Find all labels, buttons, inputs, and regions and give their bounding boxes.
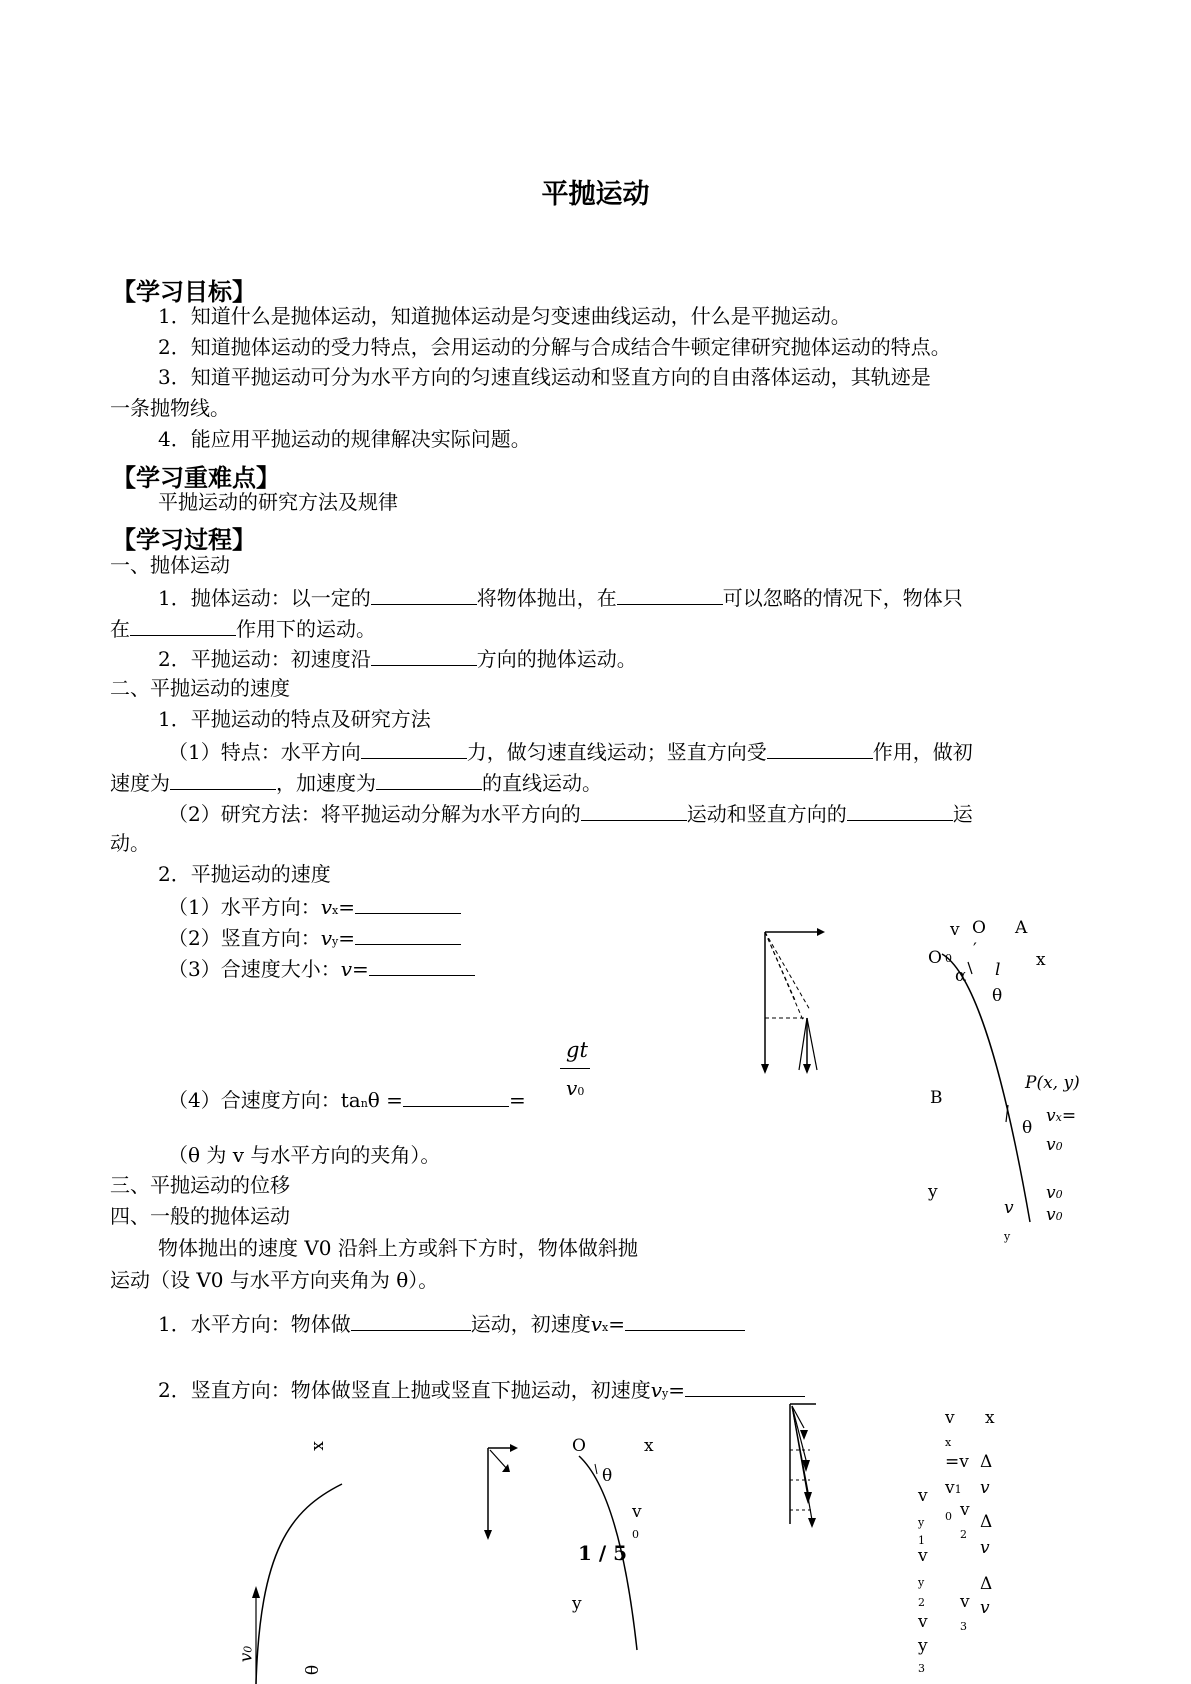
- label-three: 3: [960, 1620, 967, 1633]
- label-delta: Δ: [980, 1452, 993, 1472]
- answer-blank[interactable]: [403, 1088, 509, 1107]
- label-y: y: [928, 1182, 938, 1202]
- question-4-2: 2．竖直方向：物体做竖直上抛或竖直下抛运动，初速度vy=: [158, 1378, 805, 1400]
- question-2-1-1: （1）特点：水平方向 力，做匀速直线运动；竖直方向受 作用，做初: [168, 740, 973, 764]
- label-v0: v0: [1046, 1205, 1063, 1225]
- velocity-change-diagram: [780, 1400, 840, 1530]
- answer-blank[interactable]: [625, 1312, 745, 1331]
- label-vx: vx=: [1046, 1106, 1077, 1126]
- label-y-sub: y: [918, 1576, 925, 1589]
- goal-1: 1．知道什么是抛体运动，知道抛体运动是匀变速曲线运动，什么是平抛运动。: [158, 304, 851, 328]
- angle-note: （θ 为 v 与水平方向的夹角）。: [168, 1143, 441, 1167]
- label-zero: 0: [945, 1510, 952, 1523]
- label-prime: ′: [973, 940, 977, 960]
- label-A: A: [1015, 918, 1028, 938]
- label-v-italic: v: [980, 1538, 990, 1558]
- key-text: 平抛运动的研究方法及规律: [158, 490, 398, 514]
- label-v: v: [918, 1486, 928, 1506]
- question-1-1-cont: 在 作用下的运动。: [110, 617, 376, 641]
- label-P: P(x, y): [1025, 1073, 1080, 1093]
- goal-3-cont: 一条抛物线。: [110, 396, 230, 420]
- label-v1: v1: [945, 1478, 962, 1498]
- answer-blank[interactable]: [767, 740, 873, 759]
- label-v2: v: [960, 1500, 970, 1520]
- question-2-1-2-cont: 动。: [110, 831, 150, 855]
- question-2-1-1-cont: 速度为 ，加速度为 的直线运动。: [110, 771, 602, 795]
- velocity-vectors-diagram: [755, 920, 835, 1080]
- label-theta: θ: [992, 986, 1003, 1006]
- label-v: v: [1004, 1198, 1014, 1218]
- label-theta: θ: [303, 1664, 324, 1676]
- label-v: v: [632, 1502, 642, 1522]
- answer-blank[interactable]: [581, 802, 687, 821]
- section-2-title: 二、平抛运动的速度: [110, 676, 290, 700]
- velocity-horizontal: （1）水平方向：vx=: [168, 895, 461, 917]
- label-v: v: [945, 1408, 955, 1428]
- question-4-1: 1．水平方向：物体做 运动，初速度vx=: [158, 1312, 745, 1334]
- label-x: x: [308, 1441, 329, 1451]
- label-v-italic: v: [980, 1478, 990, 1498]
- question-2-1-2: （2）研究方法：将平抛运动分解为水平方向的 运动和竖直方向的 运: [168, 802, 973, 826]
- answer-blank[interactable]: [351, 1312, 471, 1331]
- label-x: x: [644, 1436, 654, 1456]
- label-y-sub: y: [918, 1516, 925, 1529]
- label-zero: 0: [945, 952, 952, 965]
- label-x: x: [1036, 950, 1046, 970]
- label-y: y: [572, 1594, 582, 1614]
- fraction-bar: [560, 1068, 590, 1069]
- label-v0: v0: [236, 1645, 257, 1663]
- label-two: 2: [960, 1528, 967, 1541]
- label-delta: Δ: [980, 1574, 993, 1594]
- page-title: 平抛运动: [541, 179, 650, 210]
- label-two: 2: [918, 1596, 925, 1609]
- goal-4: 4．能应用平抛运动的规律解决实际问题。: [158, 427, 531, 451]
- answer-blank[interactable]: [361, 740, 467, 759]
- section-2-1: 1．平抛运动的特点及研究方法: [158, 707, 431, 731]
- label-x-sub: x: [945, 1436, 952, 1449]
- answer-blank[interactable]: [371, 586, 477, 605]
- answer-blank[interactable]: [369, 957, 475, 976]
- label-y: y: [918, 1636, 928, 1656]
- answer-blank[interactable]: [355, 895, 461, 914]
- label-v: v: [950, 920, 960, 940]
- label-delta: Δ: [980, 1512, 993, 1532]
- answer-blank[interactable]: [355, 926, 461, 945]
- section-1-title: 一、抛体运动: [110, 553, 230, 577]
- label-x: x: [985, 1408, 995, 1428]
- label-v3: v: [960, 1592, 970, 1612]
- label-theta: θ: [602, 1466, 613, 1486]
- label-v-italic: v: [980, 1598, 990, 1618]
- answer-blank[interactable]: [376, 771, 482, 790]
- fraction-numerator: gt: [566, 1038, 588, 1062]
- label-eq-v: =v: [945, 1452, 969, 1472]
- label-theta: θ: [1022, 1118, 1033, 1138]
- section-4-text-cont: 运动（设 V0 与水平方向夹角为 θ）。: [110, 1268, 439, 1292]
- label-zero: 0: [632, 1528, 639, 1541]
- label-B: B: [930, 1088, 943, 1108]
- answer-blank[interactable]: [170, 771, 276, 790]
- label-one: 1: [918, 1534, 925, 1547]
- label-three: 3: [918, 1662, 925, 1675]
- answer-blank[interactable]: [371, 647, 477, 666]
- label-v: v: [918, 1546, 928, 1566]
- section-3-title: 三、平抛运动的位移: [110, 1173, 290, 1197]
- section-2-2: 2．平抛运动的速度: [158, 862, 331, 886]
- answer-blank[interactable]: [685, 1378, 805, 1397]
- section-4-text: 物体抛出的速度 V0 沿斜上方或斜下方时，物体做斜抛: [158, 1236, 638, 1260]
- velocity-vertical: （2）竖直方向：vy=: [168, 926, 461, 948]
- section-4-title: 四、一般的抛体运动: [110, 1204, 290, 1228]
- key-heading: 【学习重难点】: [112, 464, 280, 492]
- goal-3: 3．知道平抛运动可分为水平方向的匀速直线运动和竖直方向的自由落体运动，其轨迹是: [158, 365, 931, 389]
- goals-heading: 【学习目标】: [112, 278, 256, 306]
- answer-blank[interactable]: [847, 802, 953, 821]
- label-y-sub: y: [1004, 1230, 1011, 1243]
- page-number: 1 / 5: [578, 1541, 628, 1565]
- label-O: O: [972, 918, 986, 938]
- vector-decomposition-diagram: [480, 1440, 530, 1540]
- label-v0: v0: [1046, 1183, 1063, 1203]
- fraction-denominator: v0: [566, 1076, 585, 1100]
- answer-blank[interactable]: [130, 617, 236, 636]
- velocity-direction: （4）合速度方向：tanθ = =: [168, 1088, 526, 1112]
- question-1-1: 1．抛体运动：以一定的 将物体抛出，在 可以忽略的情况下，物体只: [158, 586, 963, 610]
- answer-blank[interactable]: [617, 586, 723, 605]
- label-v: v: [918, 1612, 928, 1632]
- label-O: O: [572, 1436, 586, 1456]
- velocity-magnitude: （3）合速度大小：v=: [168, 957, 475, 979]
- label-O: O: [928, 948, 942, 968]
- label-l: l: [995, 960, 1001, 980]
- question-1-2: 2．平抛运动：初速度沿 方向的抛体运动。: [158, 647, 637, 671]
- label-v0: v0: [1046, 1135, 1063, 1155]
- process-heading: 【学习过程】: [112, 526, 256, 554]
- goal-2: 2．知道抛体运动的受力特点，会用运动的分解与合成结合牛顿定律研究抛体运动的特点。: [158, 335, 951, 359]
- label-alpha: α: [955, 966, 967, 986]
